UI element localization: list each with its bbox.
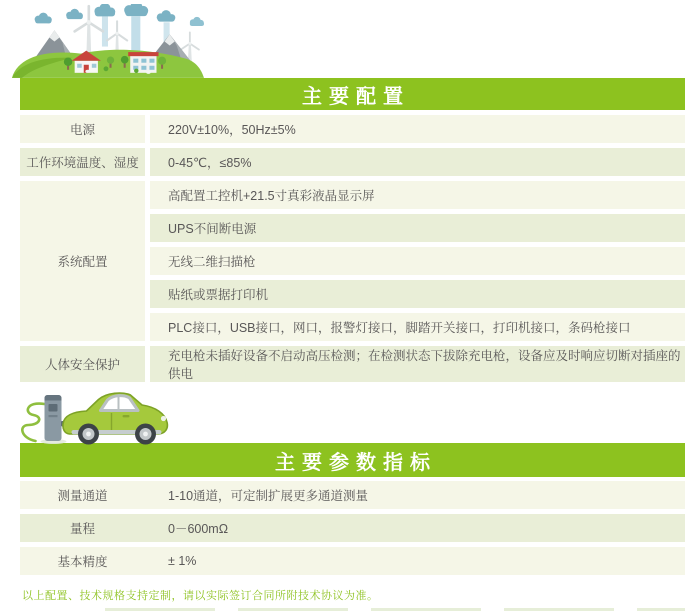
row-value: 无线二维扫描枪 bbox=[150, 247, 685, 275]
customization-note: 以上配置、技术规格支持定制，请以实际签订合同所附技术协议为准。 bbox=[22, 590, 379, 602]
landscape-eco-illustration-icon bbox=[12, 4, 204, 78]
row-value: 0－600mΩ bbox=[168, 522, 229, 536]
params-section-banner bbox=[20, 443, 685, 477]
building-icon bbox=[128, 52, 158, 73]
wheel-icon bbox=[78, 424, 99, 445]
row-label: 人体安全保护 bbox=[20, 346, 145, 382]
params-section-title: 主要参数指标 bbox=[275, 451, 437, 474]
row-value: 充电枪未插好设备不启动高压检测；在检测状态下拔除充电枪，设备应及时响应切断对插座的供电 bbox=[150, 346, 685, 382]
cropped-bottom-strip bbox=[105, 608, 685, 611]
row-label: 工作环境温度、湿度 bbox=[20, 148, 145, 176]
charging-cable-icon bbox=[22, 404, 44, 441]
row-value: UPS不间断电源 bbox=[150, 214, 685, 242]
table-row bbox=[20, 547, 685, 575]
params-table bbox=[20, 481, 685, 575]
table-row bbox=[20, 481, 685, 509]
row-value: PLC接口，USB接口，网口，报警灯接口，脚踏开关接口，打印机接口，条码枪接口 bbox=[150, 313, 685, 341]
row-value: 1-10通道，可定制扩展更多通道测量 bbox=[168, 489, 369, 503]
table-row bbox=[20, 346, 685, 382]
config-table bbox=[20, 115, 685, 382]
table-row-group bbox=[20, 181, 685, 341]
group-row-values bbox=[150, 181, 685, 341]
row-label: 电源 bbox=[20, 115, 145, 143]
ev-charging-illustration-icon bbox=[14, 388, 190, 446]
row-label: 测量通道 bbox=[57, 489, 108, 503]
config-section-banner bbox=[20, 78, 685, 110]
table-row bbox=[20, 514, 685, 542]
cloud-icon bbox=[35, 4, 204, 26]
row-value: 贴纸或票据打印机 bbox=[150, 280, 685, 308]
config-section-title: 主要配置 bbox=[302, 85, 410, 108]
row-value: 高配置工控机+21.5寸真彩液晶显示屏 bbox=[150, 181, 685, 209]
group-row-label: 系统配置 bbox=[20, 181, 145, 341]
row-label: 量程 bbox=[69, 522, 95, 536]
electric-car-icon bbox=[63, 393, 167, 444]
wheel-icon bbox=[135, 424, 156, 445]
row-label: 基本精度 bbox=[57, 555, 108, 569]
row-value: ± 1% bbox=[168, 554, 197, 568]
row-value: 220V±10%，50Hz±5% bbox=[150, 115, 685, 143]
table-row bbox=[20, 148, 685, 176]
table-row bbox=[20, 115, 685, 143]
row-value: 0-45℃，≤85% bbox=[150, 148, 685, 176]
